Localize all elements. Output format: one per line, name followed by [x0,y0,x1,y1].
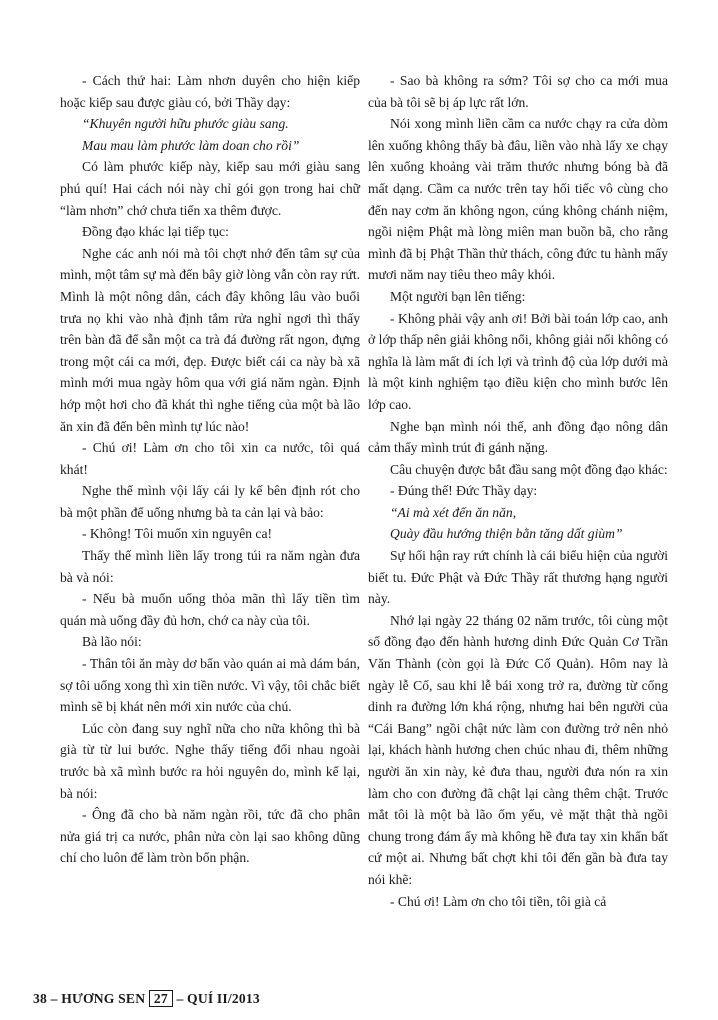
paragraph: - Chú ơi! Làm ơn cho tôi tiền, tôi già cả [390,893,607,909]
paragraph: - Chú ơi! Làm ơn cho tôi xin ca nước, tôi quá khát! [60,440,360,477]
paragraph: Một người bạn lên tiếng: [390,288,526,304]
paragraph: - Sao bà không ra sớm? Tôi sợ cho ca mới mua của bà tôi sẽ bị áp lực rất lớn. [368,73,668,110]
paragraph: - Không phải vậy anh ơi! Bởi bài toán lớp cao, anh ở lớp thấp nên giải không nổi, không giải nổi không có nghĩa là làm mất đi ích lợi và trình độ của lớp dưới mà là một kinh nghiệm tạo điều kiện cho mình bước lên lớp cao. [368,310,668,412]
paragraph: Nói xong mình liền cầm ca nước chạy ra cửa dòm lên xuống không thấy bà đâu, liền vào nhà lấy xe chạy lên xuống khoảng vài trăm thước nhưng bóng bà đã mất dạng. Cầm ca nước trên tay hối tiếc vô cùng cho đến nay cơm ăn không ngon, cúng không chánh niệm, ngồi niệm Phật mà lòng miên man buồn bã, cho rằng mình đã bị Phật Thần thử thách, công đức tu hành mấy mươi năm nay tiêu theo mây khói. [368,116,668,283]
paragraph: Sự hối hận ray rứt chính là cái biểu hiện của người biết tu. Đức Phật và Đức Thầy rất thương hạng người này. [368,548,668,607]
magazine-name: HƯƠNG SEN [61,991,146,1006]
paragraph: - Ông đã cho bà năm ngàn rồi, tức đã cho phân nửa giá trị ca nước, phân nửa còn lại sao không dũng chí cho luôn để làm tròn bổn phận. [60,807,360,866]
paragraph: “Khuyên người hữu phước giàu sang. [82,116,289,132]
paragraph: - Đúng thế! Đức Thầy dạy: [390,483,538,499]
issue-period: QUÍ II/2013 [187,991,260,1006]
paragraph: Quày đầu hướng thiện bằn tăng dất giùm” [390,526,623,542]
paragraph: Nhớ lại ngày 22 tháng 02 năm trước, tôi cùng một số đồng đạo đến hành hương dinh Đức Quản Cơ Trần Văn Thành (còn gọi là Đức Cố Quản). Hôm nay là ngày lễ Cố, sau khi lễ bái xong trở ra, đường từ cổng dinh ra đường lớn khá rộng, nhưng hai bên người của “Cái Bang” ngồi chật nức làm con đường trở nên nhỏ lại, khách hành hương chen chúc nhau đi, thêm những người ăn xin này, kẻ đưa thau, người đưa nón ra xin làm cho con đường đã chật lại càng thêm chật. Trước mắt tôi là một bà lão ốm yếu, vẻ mặt thật thà ngồi chung trong đám ấy mà không hề đưa tay xin khẩn bất cứ một ai. Nhưng bất chợt khi tôi đến gần bà đưa tay nói khẽ: [368,612,668,887]
paragraph: Nghe bạn mình nói thế, anh đồng đạo nông dân cảm thấy mình trút đi gánh nặng. [368,418,668,456]
paragraph: - Không! Tôi muốn xin nguyên ca! [82,526,273,542]
footer-dash: – [50,991,58,1006]
right-column [368,70,668,912]
page-footer [33,990,260,1007]
paragraph: - Nếu bà muốn uống thỏa mãn thì lấy tiền tìm quán mà uống đầy đủ hơn, chớ ca này của tôi. [60,591,360,628]
page-number: 38 [33,991,47,1006]
issue-number-box: 27 [149,990,173,1007]
paragraph: “Ai mà xét đến ăn năn, [390,504,517,520]
paragraph: - Thân tôi ăn mày dơ bẩn vào quán ai mà dám bán, sợ tôi uống xong thì xin tiền nước. Vì vậy, tôi chắc biết mình sẽ bị khát nên mới xin nước của chú. [60,656,360,715]
paragraph: Có làm phước kiếp này, kiếp sau mới giàu sang phú quí! Hai cách nói này chỉ gói gọn trong hai chữ “làm nhơn” chớ chưa tiến xa thêm được. [60,159,360,218]
paragraph: Mau mau làm phước làm doan cho rồi” [82,137,300,153]
paragraph: Nghe thế mình vội lấy cái ly kế bên định rót cho bà một phần để uống nhưng bà ta cản lại và bảo: [60,483,360,520]
footer-dash: – [176,991,184,1006]
paragraph: Lúc còn đang suy nghĩ nữa cho nữa không thì bà già từ từ lui bước. Nghe thấy tiếng đối nhau ngoài trước bà xã mình bước ra hỏi nguyên do, mình kể lại, bà nói: [60,720,360,801]
paragraph: - Cách thứ hai: Làm nhơn duyên cho hiện kiếp hoặc kiếp sau được giàu có, bởi Thầy dạy: [60,73,360,110]
left-column [60,70,360,869]
paragraph: Nghe các anh nói mà tôi chợt nhớ đến tâm sự của mình, một tâm sự mà đến bây giờ lòng vẫn còn ray rứt. Mình là một nông dân, cách đây không lâu vào buổi trưa nọ khi vào nhà định tắm rửa nghỉ ngơi thì thấy trên bàn đã để sẵn một ca trà đá đường rất ngon, đựng trong một cái ca mới, đẹp. Được biết cái ca này bà xã mình mới mua ngày hôm qua với giá năm ngàn. Định hớp một hơi cho đã khát thì nghe tiếng của một bà lão ăn xin đã đến bên mình tự lúc nào! [60,245,360,434]
paragraph: Bà lão nói: [82,634,142,650]
paragraph: Đồng đạo khác lại tiếp tục: [82,224,229,240]
paragraph: Thấy thế mình liền lấy trong túi ra năm ngàn đưa bà và nói: [60,548,360,585]
paragraph: Câu chuyện được bắt đầu sang một đồng đạo khác: [390,461,668,477]
